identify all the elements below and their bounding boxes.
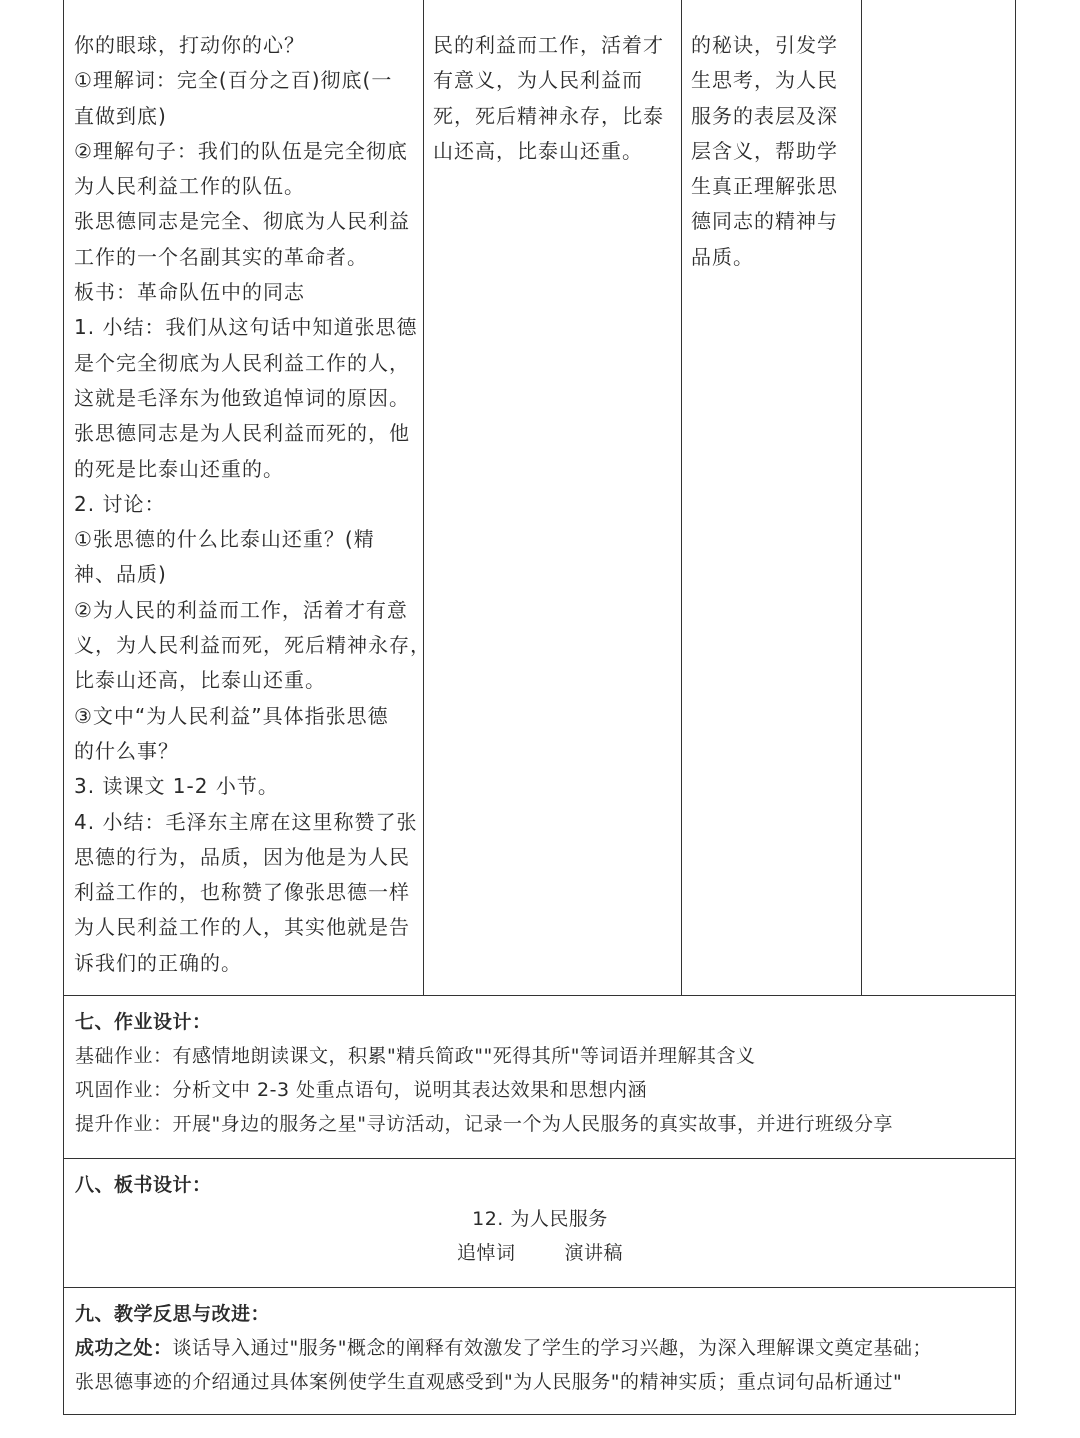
text-line: 的死是比泰山还重的。 (74, 456, 284, 481)
text-line: 比泰山还高，比泰山还重。 (74, 668, 326, 693)
text-line: 利益工作的，也称赞了像张思德一样 (74, 880, 410, 905)
text-line: ②理解句子：我们的队伍是完全彻底 (74, 138, 408, 163)
text-line: 民的利益而工作，活着才 (433, 33, 664, 57)
text-line: 工作的一个名副其实的革命者。 (74, 244, 368, 269)
text-line: 2. 讨论： (74, 491, 166, 516)
section-heading: 八、板书设计： (75, 1174, 212, 1196)
column-divider (681, 0, 682, 995)
text-line: 张思德事迹的介绍通过具体案例使学生直观感受到"为人民服务"的精神实质；重点词句品析通过" (75, 1371, 903, 1393)
text-line: 义，为人民利益而死，死后精神永存， (74, 633, 431, 658)
text-line: 巩固作业：分析文中 2-3 处重点语句，说明其表达效果和思想内涵 (75, 1079, 648, 1101)
row-divider (63, 1158, 1016, 1159)
text-line: 生真正理解张思 (691, 174, 838, 199)
text-line: 基础作业：有感情地朗读课文，积累"精兵简政""死得其所"等词语并理解其含义 (75, 1045, 756, 1067)
text-line: 品质。 (691, 244, 754, 269)
text-line: 生思考，为人民 (691, 68, 838, 93)
design-intent-cell (691, 28, 859, 275)
text-line: ②为人民的利益而工作，活着才有意 (74, 597, 408, 622)
text-line: 有意义，为人民利益而 (433, 68, 643, 93)
text-line: 诉我们的正确的。 (74, 950, 242, 975)
text-line: 4. 小结：毛泽东主席在这里称赞了张 (74, 809, 418, 834)
text-line: 3. 读课文 1-2 小节。 (74, 774, 279, 799)
text-line: 是个完全彻底为人民利益工作的人， (74, 350, 410, 375)
text-line: 为人民利益工作的队伍。 (74, 174, 305, 199)
text-line: 思德的行为，品质，因为他是为人民 (74, 844, 410, 869)
row-divider (63, 995, 1016, 996)
text-line: 服务的表层及深 (691, 103, 838, 128)
text-line: 这就是毛泽东为他致追悼词的原因。 (74, 385, 410, 410)
text-line: 层含义，帮助学 (691, 138, 838, 163)
text-line: 神、品质) (74, 562, 167, 587)
text-line: 德同志的精神与 (691, 209, 838, 234)
text-line: 为人民利益工作的人，其实他就是告 (74, 915, 410, 940)
text-line: 1. 小结：我们从这句话中知道张思德 (74, 315, 418, 340)
board-sub-left: 追悼词 (456, 1242, 516, 1264)
text-line: 直做到底) (74, 103, 167, 128)
text-line: 板书：革命队伍中的同志 (74, 280, 305, 305)
student-activity-cell (433, 28, 678, 169)
text-line: ①理解词：完全(百分之百)彻底(一 (74, 68, 393, 93)
success-text: 谈话导入通过"服务"概念的阐释有效激发了学生的学习兴趣，为深入理解课文奠定基础； (172, 1337, 932, 1359)
section-heading: 七、作业设计： (75, 1011, 212, 1033)
board-subtitles (75, 1236, 1005, 1270)
text-line: 张思德同志是为人民利益而死的，他 (74, 421, 410, 446)
text-line: ③文中“为人民利益”具体指张思德 (74, 703, 389, 728)
text-line: 死，死后精神永存，比泰 (433, 103, 664, 128)
text-line: 山还高，比泰山还重。 (433, 138, 643, 163)
homework-section (75, 1005, 1005, 1141)
column-divider (423, 0, 424, 995)
text-line: 张思德同志是完全、彻底为人民利益 (74, 209, 410, 234)
text-line: 你的眼球，打动你的心？ (74, 33, 305, 57)
teaching-process-cell (74, 28, 431, 981)
board-sub-right: 演讲稿 (564, 1242, 624, 1264)
reflection-section (75, 1297, 1005, 1399)
text-line: 提升作业：开展"身边的服务之星"寻访活动，记录一个为人民服务的真实故事，并进行班级分享 (75, 1113, 893, 1135)
text-line (75, 1331, 1005, 1365)
text-line: 的秘诀，引发学 (691, 33, 838, 57)
row-divider (63, 1287, 1016, 1288)
board-design-section (75, 1168, 1005, 1270)
column-divider (861, 0, 862, 995)
section-heading: 九、教学反思与改进： (75, 1303, 271, 1325)
success-label: 成功之处： (75, 1337, 173, 1359)
text-line: 的什么事？ (74, 738, 179, 763)
text-line: ①张思德的什么比泰山还重？(精 (74, 527, 375, 552)
board-title: 12. 为人民服务 (472, 1208, 608, 1230)
